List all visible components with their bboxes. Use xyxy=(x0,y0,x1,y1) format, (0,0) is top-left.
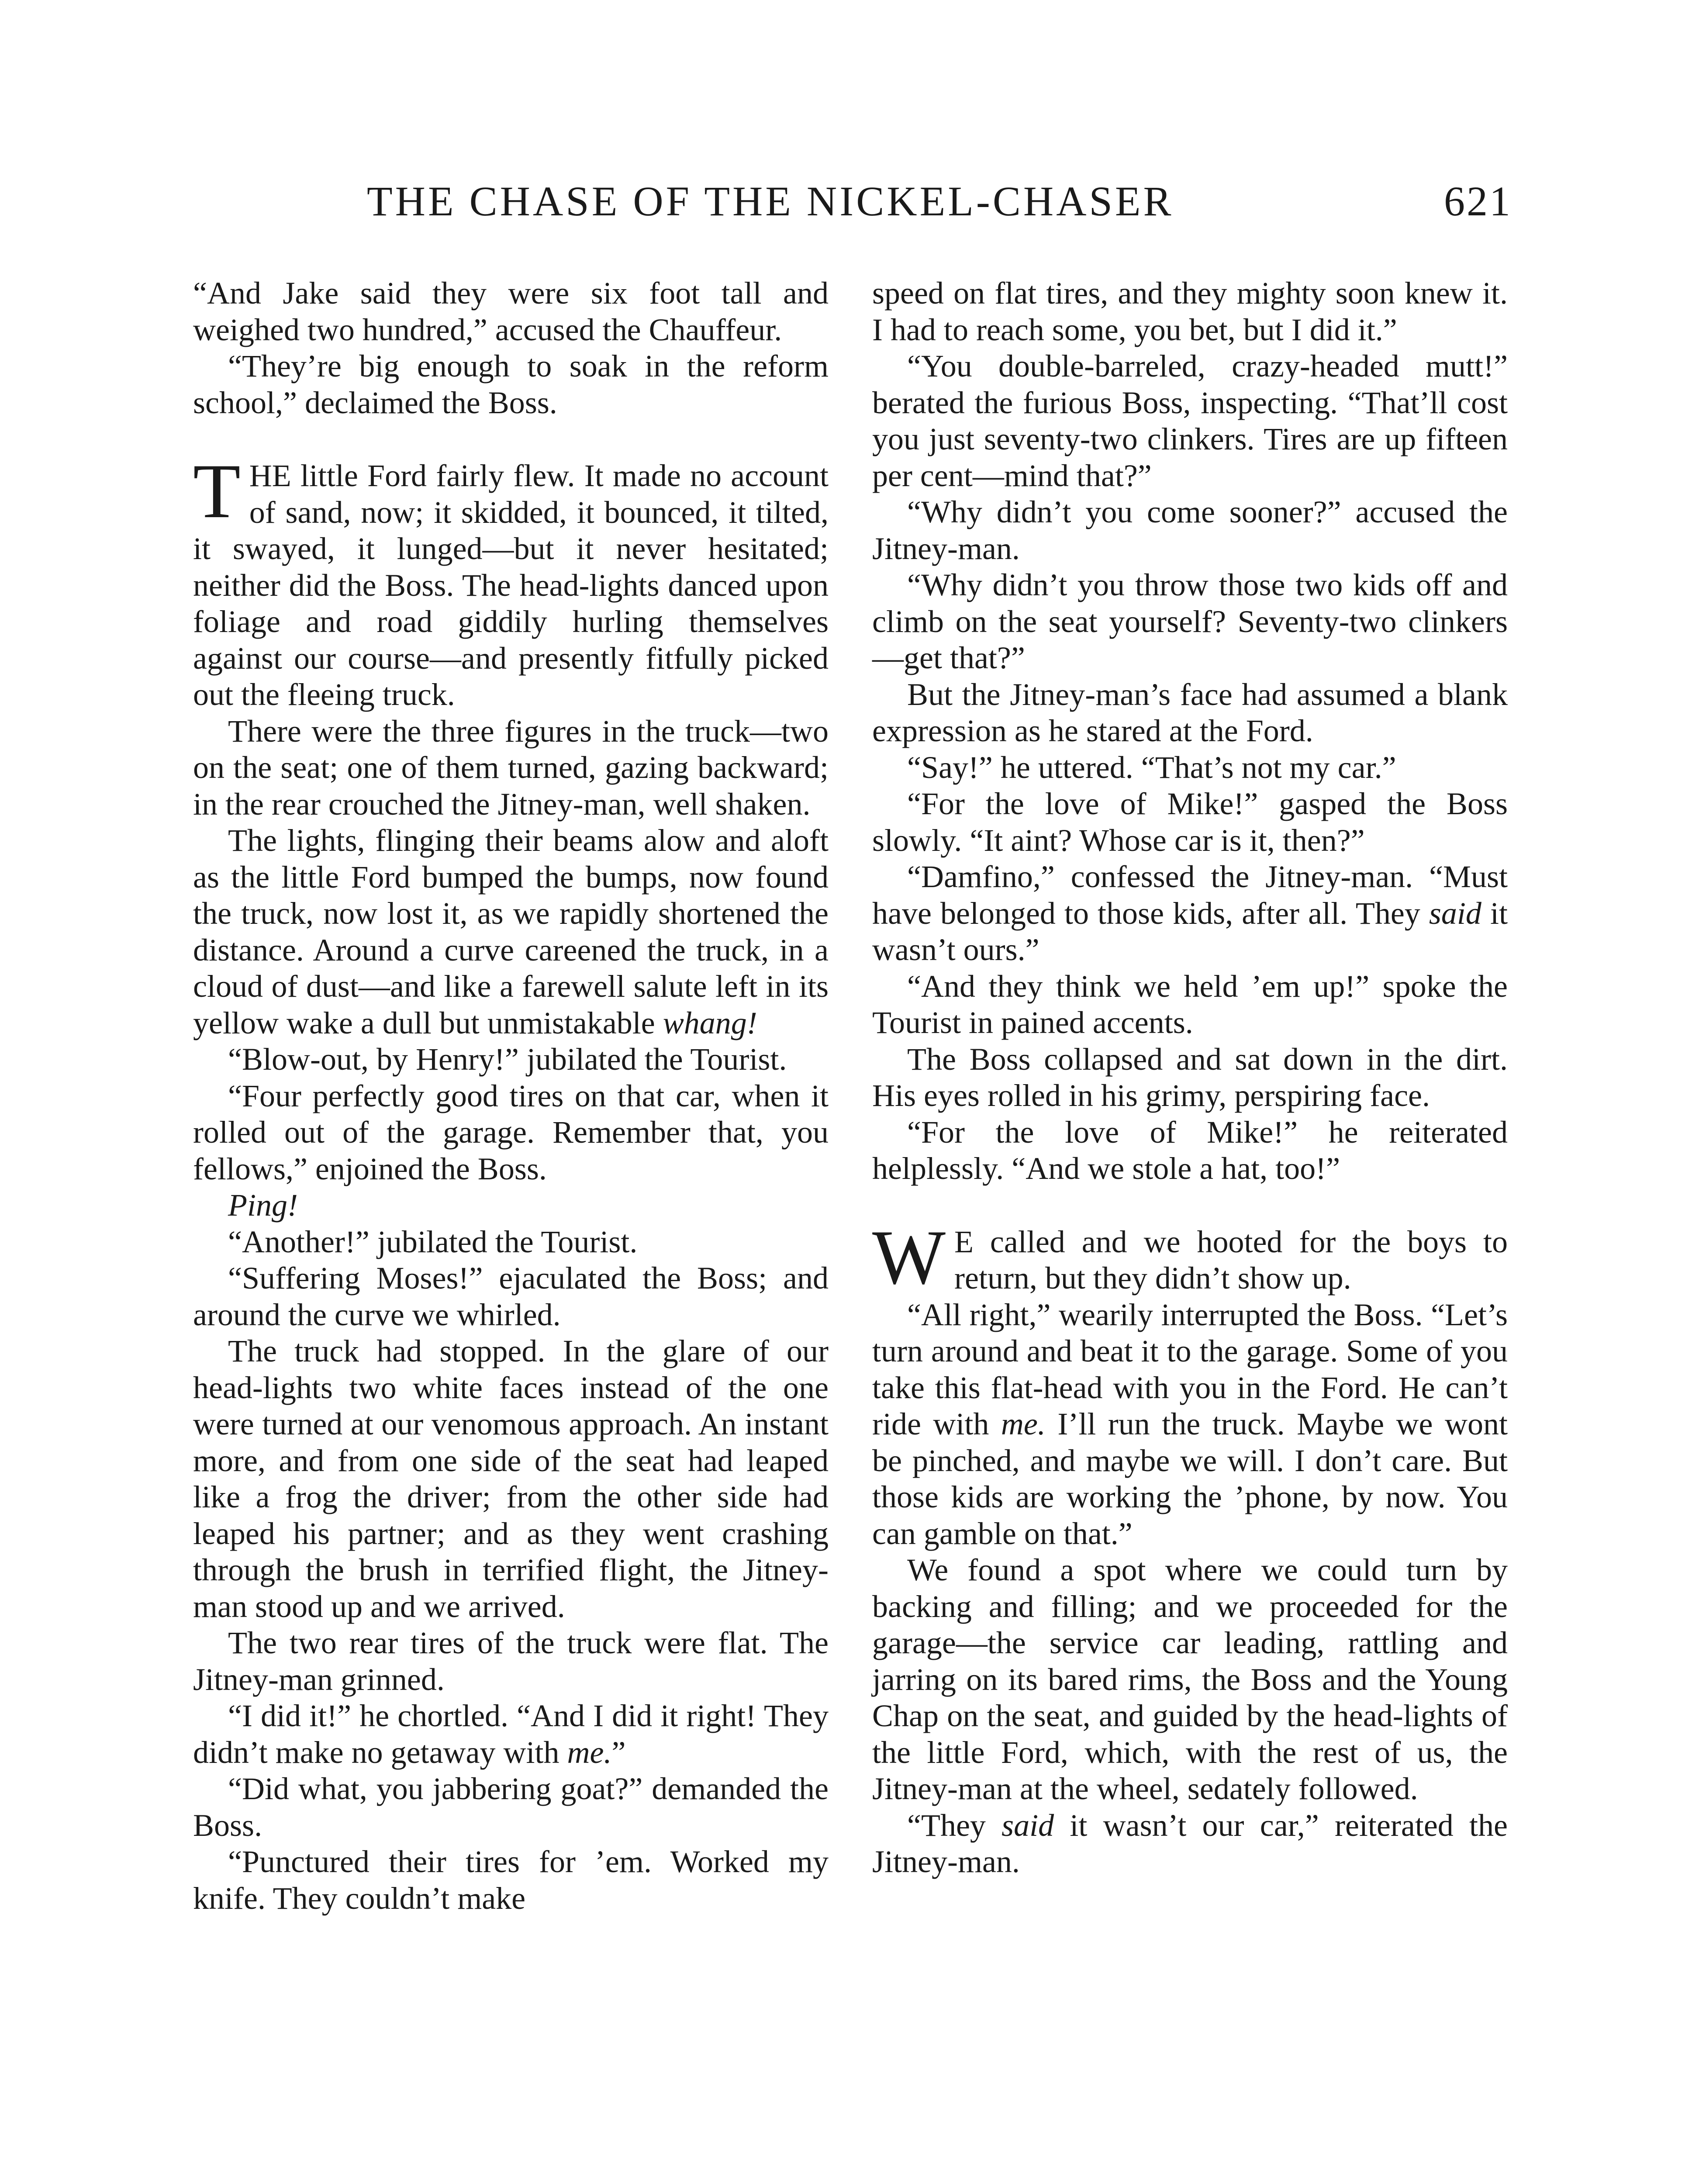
paragraph-text: I’ll run the truck. Maybe we wont be pinched, and maybe we will. I don’t care. But those kids are working the ’phone, by now. You can gamble on that.” xyxy=(872,1406,1508,1551)
paragraph: We found a spot where we could turn by backing and filling; and we proceeded for the garage—the service car leading, rattling and jarring on its bared rims, the Boss and the Young Chap on the seat, and guided by the head-lights of the little Ford, which, with the rest of us, the Jitney-man at the wheel, sedately followed. xyxy=(872,1552,1508,1806)
paragraph-text: “All right,” wearily interrupted the Boss. “Let’s turn around and beat it to the garage. Some of you take this flat-head with you in the Ford. He can’t ride with xyxy=(872,1297,1508,1441)
paragraph: There were the three figures in the truck—two on the seat; one of them turned, gazing backward; in the rear crouched the Jitney-man, well shaken. xyxy=(193,713,829,822)
paragraph-text: ” xyxy=(611,1735,626,1770)
running-head-title: THE CHASE OF THE NICKEL-CHASER xyxy=(367,178,1174,225)
paragraph: “Suffering Moses!” ejaculated the Boss; and around the curve we whirled. xyxy=(193,1261,829,1332)
emphasis: me. xyxy=(1001,1406,1046,1441)
paragraph-text: it wasn’t our car,” reiterated the Jitney-man. xyxy=(872,1807,1508,1879)
paragraph xyxy=(872,1807,1508,1880)
paragraph xyxy=(193,448,829,713)
emphasis: said xyxy=(1001,1807,1054,1843)
paragraph-text: E called and we hooted for the boys to return, but they didn’t show up. xyxy=(954,1224,1508,1296)
text-column-right xyxy=(872,275,1508,1880)
emphasis: said xyxy=(1429,895,1481,931)
paragraph-text: “Damfino,” confessed the Jitney-man. “Must have belonged to those kids, after all. They xyxy=(872,859,1508,931)
paragraph: “Did what, you jabbering goat?” demanded the Boss. xyxy=(193,1771,829,1843)
emphasis: me. xyxy=(567,1735,612,1770)
drop-cap: T xyxy=(193,448,241,534)
paragraph: But the Jitney-man’s face had assumed a blank expression as he stared at the Ford. xyxy=(872,677,1508,748)
paragraph: “Why didn’t you throw those two kids off and climb on the seat yourself? Seventy-two clinkers—get that?” xyxy=(872,567,1508,675)
paragraph: “Punctured their tires for ’em. Worked my knife. They couldn’t make xyxy=(193,1844,829,1916)
paragraph: “Four perfectly good tires on that car, when it rolled out of the garage. Remember that, you fellows,” enjoined the Boss. xyxy=(193,1078,829,1186)
paragraph: “They’re big enough to soak in the reform school,” declaimed the Boss. xyxy=(193,349,829,420)
paragraph: The two rear tires of the truck were flat. The Jitney-man grinned. xyxy=(193,1625,829,1697)
emphasis: whang! xyxy=(663,1005,757,1040)
emphasis: Ping! xyxy=(228,1188,298,1223)
paragraph: “Another!” jubilated the Tourist. xyxy=(228,1224,638,1259)
paragraph-text: HE little Ford fairly flew. It made no account of sand, now; it skidded, it bounced, it tilted, it swayed, it lunged—but it never hesitated; neither did the Boss. The head-lights danced upon foliage and road giddily hurling themselves against our course—and presently fitfully picked out the fleeing truck. xyxy=(193,458,829,712)
paragraph xyxy=(872,1213,1508,1300)
paragraph-text: “They xyxy=(907,1807,1002,1843)
paragraph xyxy=(193,1698,829,1771)
paragraph xyxy=(193,822,829,1041)
paragraph xyxy=(872,1297,1508,1552)
paragraph: “Why didn’t you come sooner?” accused the Jitney-man. xyxy=(872,494,1508,566)
paragraph: speed on flat tires, and they mighty soon knew it. I had to reach some, you bet, but I did it.” xyxy=(872,276,1508,347)
paragraph: The Boss collapsed and sat down in the dirt. His eyes rolled in his grimy, perspiring face. xyxy=(872,1041,1508,1113)
paragraph: The truck had stopped. In the glare of our head-lights two white faces instead of the one were turned at our venomous approach. An instant more, and from one side of the seat had leaped like a frog the driver; from the other side had leaped his partner; and as they went crashing through the brush in terrified flight, the Jitney-man stood up and we arrived. xyxy=(193,1334,829,1624)
paragraph: “For the love of Mike!” gasped the Boss slowly. “It aint? Whose car is it, then?” xyxy=(872,786,1508,858)
paragraph: “And Jake said they were six foot tall and weighed two hundred,” accused the Chauffeur. xyxy=(193,276,829,347)
paragraph: “You double-barreled, crazy-headed mutt!” berated the furious Boss, inspecting. “That’ll cost you just seventy-two clinkers. Tires are up fifteen per cent—mind that?” xyxy=(872,349,1508,493)
drop-cap: W xyxy=(872,1213,946,1300)
paragraph: “For the love of Mike!” he reiterated helplessly. “And we stole a hat, too!” xyxy=(872,1114,1508,1186)
paragraph-text: “I did it!” he chortled. “And I did it right! They didn’t make no getaway with xyxy=(193,1698,829,1770)
paragraph-text: The lights, flinging their beams alow and aloft as the little Ford bumped the bumps, now found the truck, now lost it, as we rapidly shortened the distance. Around a curve careened the truck, in a cloud of dust—and like a farewell salute left in its yellow wake a dull but unmistakable xyxy=(193,823,829,1040)
paragraph xyxy=(193,1187,829,1224)
text-column-left xyxy=(193,275,829,1917)
paragraph xyxy=(872,859,1508,968)
paragraph: “Say!” he uttered. “That’s not my car.” xyxy=(907,750,1396,785)
page-number: 621 xyxy=(1444,178,1512,225)
paragraph: “And they think we held ’em up!” spoke the Tourist in pained accents. xyxy=(872,968,1508,1040)
paragraph: “Blow-out, by Henry!” jubilated the Tourist. xyxy=(228,1042,787,1077)
paragraph-text: it wasn’t ours.” xyxy=(872,895,1508,967)
